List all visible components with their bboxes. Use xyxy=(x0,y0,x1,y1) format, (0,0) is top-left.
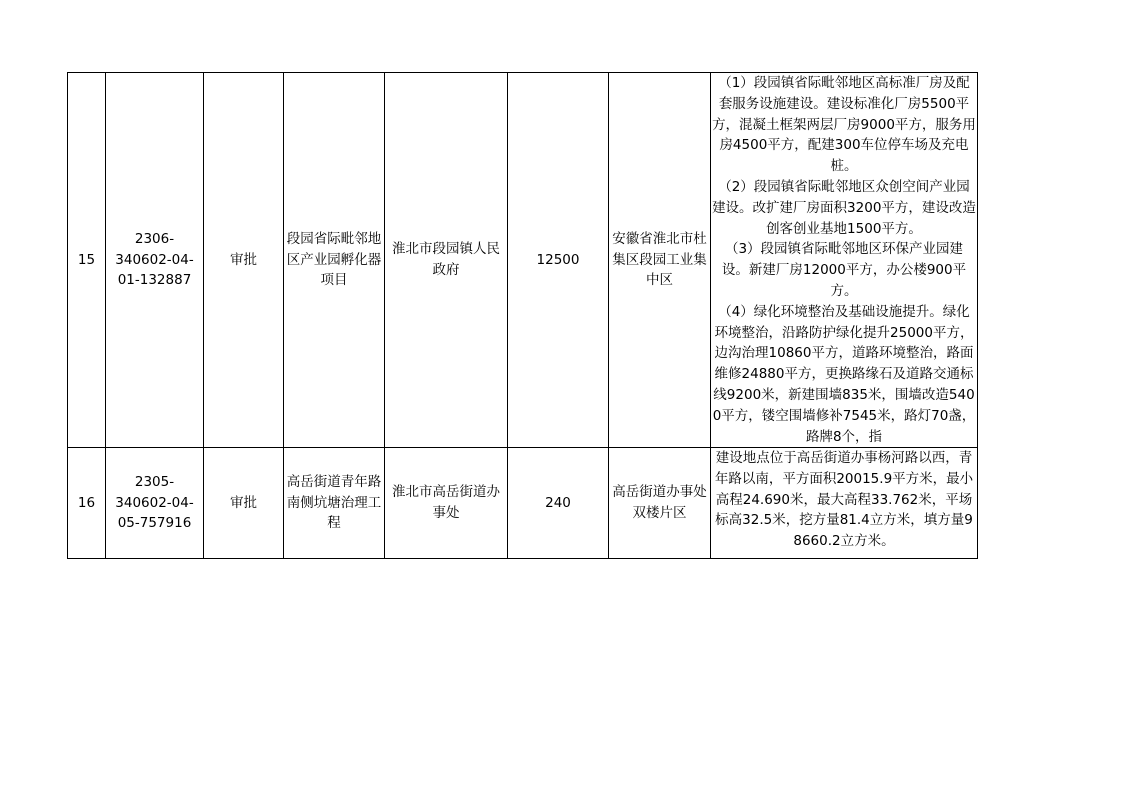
content-clip xyxy=(712,73,976,447)
project-name-cell: 段园省际毗邻地区产业园孵化器项目 xyxy=(284,73,385,448)
project-code-line: 2306- xyxy=(134,230,175,247)
construction-unit-cell: 淮北市段园镇人民政府 xyxy=(385,73,508,448)
location-cell: 高岳街道办事处双楼片区 xyxy=(609,448,711,559)
project-table xyxy=(67,72,978,559)
content-paragraph: （2）段园镇省际毗邻地区众创空间产业园建设。改扩建厂房面积3200平方，建设改造创客创业基地1500平方。 xyxy=(712,178,976,237)
construction-content-cell xyxy=(711,448,978,559)
row-index-cell: 16 xyxy=(68,448,106,559)
row-index-cell: 15 xyxy=(68,73,106,448)
investment-cell: 12500 xyxy=(508,73,609,448)
project-code-line: 340602-04- xyxy=(115,494,194,511)
project-name-cell: 高岳街道青年路南侧坑塘治理工程 xyxy=(284,448,385,559)
content-paragraph: （3）段园镇省际毗邻地区环保产业园建设。新建厂房12000平方，办公楼900平方。 xyxy=(721,241,967,299)
table-row xyxy=(68,448,978,559)
project-code-line: 2305- xyxy=(134,473,175,490)
content-clip xyxy=(712,448,976,558)
content-paragraph: 建设地点位于高岳街道办事杨河路以西，青年路以南，平方面积20015.9平方米，最小高程24.690米，最大高程33.762米，平场标高32.5米，挖方量81.4立方米，填方量98660.2立方米。 xyxy=(714,450,974,550)
project-code-line: 340602-04- xyxy=(115,251,194,268)
table-row xyxy=(68,73,978,448)
construction-content-cell xyxy=(711,73,978,448)
investment-cell: 240 xyxy=(508,448,609,559)
approval-type-cell: 审批 xyxy=(204,73,284,448)
construction-unit-cell: 淮北市高岳街道办事处 xyxy=(385,448,508,559)
content-paragraph: （4）绿化环境整治及基础设施提升。绿化环境整治，沿路防护绿化提升25000平方，边沟治理10860平方，道路环境整治，路面维修24880平方，更换路缘石及道路交通标线9200米，新建围墙835米，围墙改造5400平方，镂空围墙修补7545米，路灯70盏，路牌8个，指 xyxy=(712,303,976,445)
location-cell: 安徽省淮北市杜集区段园工业集中区 xyxy=(609,73,711,448)
project-code-cell xyxy=(106,73,204,448)
project-code-line: 01-132887 xyxy=(117,272,192,289)
project-code-line: 05-757916 xyxy=(117,515,192,532)
content-paragraph: （1）段园镇省际毗邻地区高标准厂房及配套服务设施建设。建设标准化厂房5500平方，混凝土框架两层厂房9000平方，服务用房4500平方，配建300车位停车场及充电桩。 xyxy=(712,75,976,175)
approval-type-cell: 审批 xyxy=(204,448,284,559)
project-code-cell xyxy=(106,448,204,559)
